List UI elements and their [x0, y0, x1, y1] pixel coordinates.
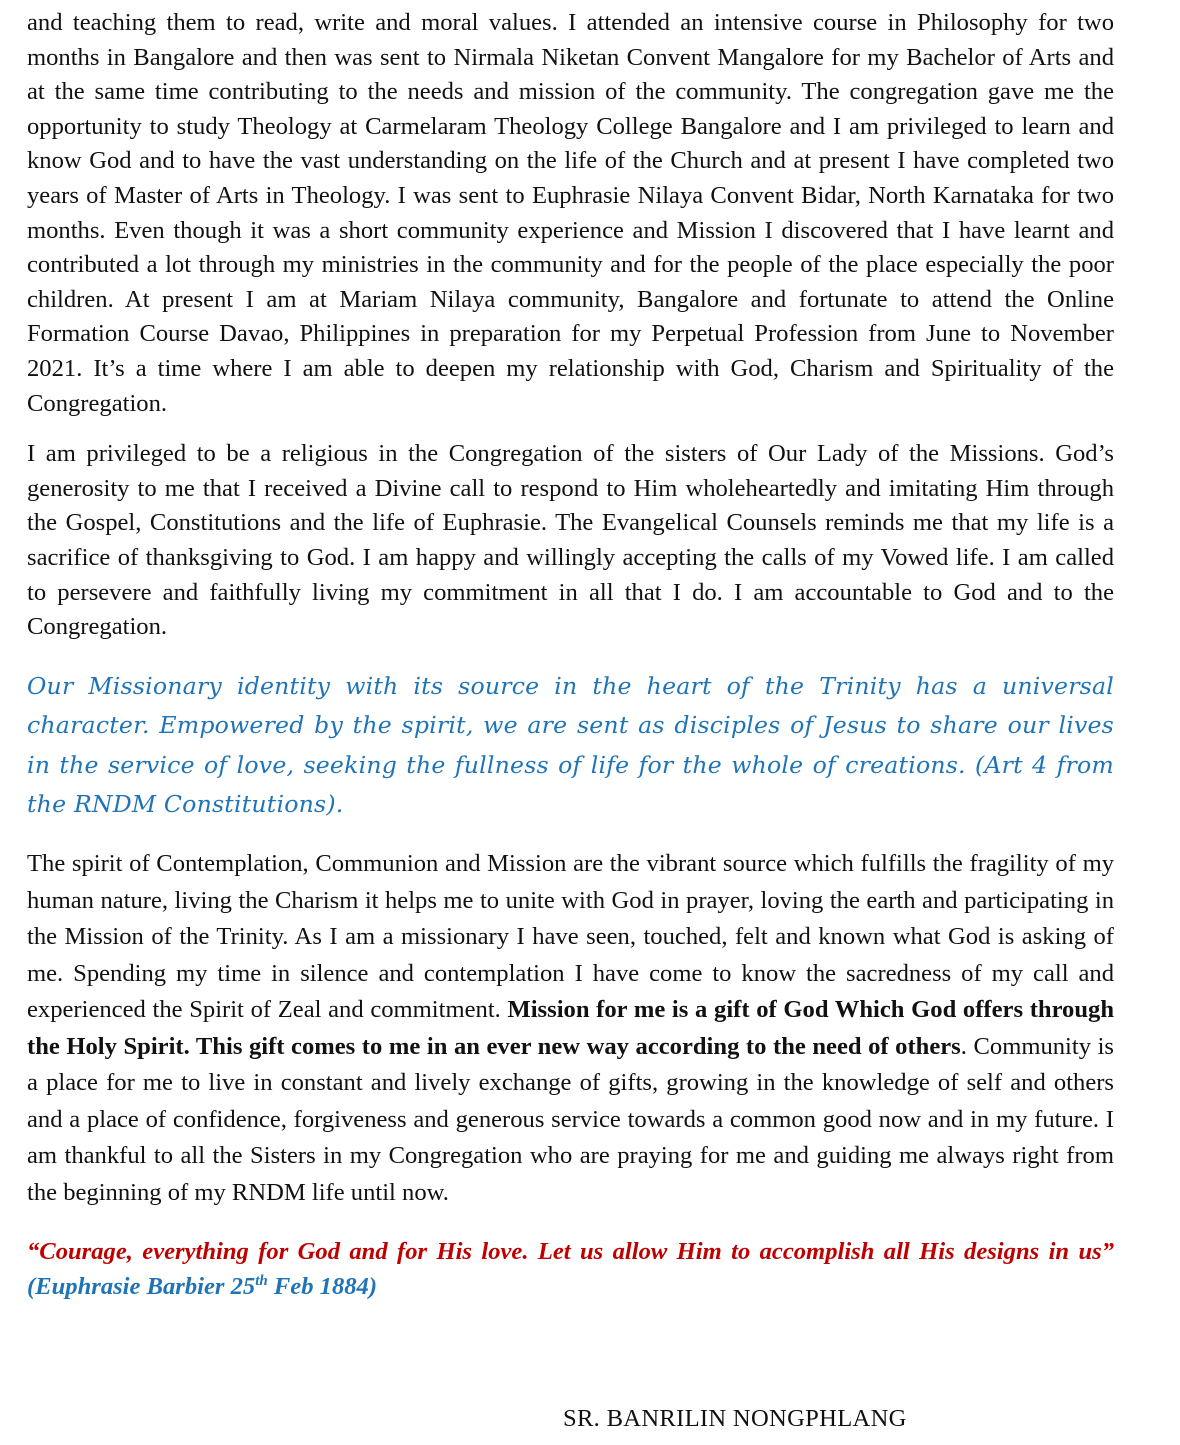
mission-paragraph-outro: . Community is a place for me to live in constant and lively exchange of gifts, growing in the knowledge of self and others and a place of confidence, forgiveness and generous service towards a common good now and in my future. I am thankful to all the Sisters in my Congregation who are praying for me and guiding me always right from the beginning of my RNDM life until now.	[27, 1032, 1114, 1206]
constitution-quote: Our Missionary identity with its source in the heart of the Trinity has a universal character. Empowered by the spirit, we are sent as disciples of Jesus to share our lives in the service of love, seeking the fullness of life for the whole of creations. (Art 4 from the RNDM Constitutions).	[27, 671, 1114, 818]
citation-superscript: th	[255, 1272, 268, 1289]
author-signature: SR. BANRILIN NONGPHLANG	[563, 1405, 907, 1432]
closing-quote-text: “Courage, everything for God and for His love. Let us allow Him to accomplish all His designs in us”	[27, 1238, 1114, 1266]
mission-paragraph-bold: Mission for me is a gift of God Which God offers through the Holy Spirit. This gift comes to me in an ever new way according to the need of others	[27, 996, 1114, 1060]
body-paragraph-vocation: I am privileged to be a religious in the Congregation of the sisters of Our Lady of the Missions. God’s generosity to me that I received a Divine call to respond to Him wholeheartedly and imitating Him through the Gospel, Constitutions and the life of Euphrasie. The Evangelical Counsels reminds me that my life is a sacrifice of thanksgiving to God. I am happy and willingly accepting the calls of my Vowed life. I am called to persevere and faithfully living my commitment in all that I do. I am accountable to God and to the Congregation.	[27, 440, 1114, 641]
mission-paragraph-intro: The spirit of Contemplation, Communion and Mission are the vibrant source which fulfills the fragility of my human nature, living the Charism it helps me to unite with God in prayer, loving the earth and participating in the Mission of the Trinity. As I am a missionary I have seen, touched, felt and known what God is asking of me. Spending my time in silence and contemplation I have come to know the sacredness of my call and experienced the Spirit of Zeal and commitment.	[27, 850, 1114, 1024]
citation-prefix: (Euphrasie Barbier 25	[27, 1272, 256, 1300]
body-paragraph-formation: and teaching them to read, write and moral values. I attended an intensive course in Philosophy for two months in Bangalore and then was sent to Nirmala Niketan Convent Mangalore for my Bachelor of Arts and at the same time contributing to the needs and mission of the community. The congregation gave me the opportunity to study Theology at Carmelaram Theology College Bangalore and I am privileged to learn and know God and to have the vast understanding on the life of the Church and at present I have completed two years of Master of Arts in Theology. I was sent to Euphrasie Nilaya Convent Bidar, North Karnataka for two months. Even though it was a short community experience and Mission I discovered that I have learnt and contributed a lot through my ministries in the community and for the people of the place especially the poor children. At present I am at Mariam Nilaya community, Bangalore and fortunate to attend the Online Formation Course Davao, Philippines in preparation for my Perpetual Profession from June to November 2021. It’s a time where I am able to deepen my relationship with God, Charism and Spirituality of the Congregation.	[27, 9, 1114, 417]
citation-suffix: Feb 1884)	[267, 1272, 378, 1300]
closing-quote	[27, 1235, 1114, 1304]
body-paragraph-mission	[27, 846, 1114, 1211]
closing-quote-citation	[27, 1273, 377, 1300]
